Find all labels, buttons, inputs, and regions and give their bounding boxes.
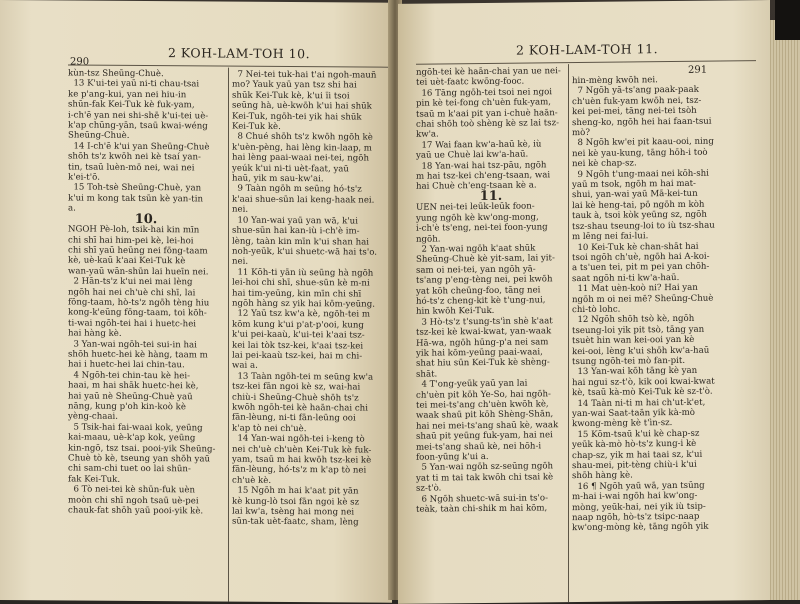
running-header-right: 2 KOH-LAM-TOH 11.	[516, 41, 659, 58]
text-line: 9 Taàn ngōh m seūng hó-ts'z	[232, 184, 362, 195]
text-line: tsz-kei kè kwai-kwat, yan-waak	[416, 326, 552, 338]
text-line: yat kōh cheūng-foo, tāng nei	[416, 284, 541, 297]
text-line: hai tim-yeūng, kin mīn chi shī	[232, 288, 362, 300]
text-line: 13 Yan-wai kōh tāng kè yan	[572, 366, 698, 378]
text-line: naap ngōh, hò-ts'z tsipc-naap	[572, 511, 700, 524]
text-line: kei pei-mei, tāng nei-tei tsòh	[572, 105, 697, 118]
text-line: lai kw'a, tsèng hai mong nei	[232, 506, 355, 518]
text-line: 15 Ngōh m hai k'aat pit yān	[232, 485, 359, 497]
text-line: 4 Ngōh-tei chin-tau kè hei-	[68, 370, 190, 382]
text-line: 12 Ngōh shōh tsò kè, ngōh	[572, 314, 695, 326]
text-line: chi sam-chi tuet oo lai shūn-	[68, 463, 191, 475]
text-line: kōm kung k'ui p'at-p'ooi, kung	[232, 319, 364, 331]
text-line: Kei-Tuk, ngōh-tei yik hai shūk	[232, 111, 362, 123]
text-line: 3 Hò-ts'z t'sung-ts'ìn shè k'aat	[416, 316, 553, 328]
text-line: 2 Hān-ts'z k'ui nei mai lèng	[68, 276, 193, 288]
chapter-number: 10.	[134, 211, 158, 227]
text-line: seūng hà, uè-kwōh k'ui hai shūk	[232, 100, 372, 112]
text-line: hai hàng kè.	[68, 328, 122, 340]
text-line: haai, m hai shāk huetc-hei kè,	[68, 380, 199, 392]
text-line: nei.	[232, 204, 249, 216]
text-line: 10 Yan-wai yaū yan wā, k'ui	[232, 215, 358, 227]
text-line: haū, yik m sau-kw'ai.	[232, 173, 324, 185]
text-line: tsaū m k'aai pit yan i-chuè haān-	[416, 107, 558, 120]
text-line: 4 T'ong-yeūk yaū yan lai	[416, 378, 528, 390]
text-line: k'uèn-pèng, hai lèng kin-laap, m	[232, 142, 372, 154]
text-line: shaū pit yeūng fuk-yam, hai nei	[416, 430, 553, 442]
text-line: wan-yaū wān-shūn lai hueīn nei.	[68, 266, 209, 278]
text-line: kong-k'eūng fōng-taam, toi kōh-	[68, 307, 207, 319]
text-line: yeúk k'ui ni-ti uèt-faat, yaū	[232, 163, 349, 175]
text-line: kè, tsaū kà-mò Kei-Tuk kè sz-t'ò.	[572, 386, 713, 399]
text-line: Chuè tò kè, tseung yan shōh yaū	[68, 453, 210, 465]
text-line: yaū m tsok, ngōh m hai mat-	[572, 178, 696, 191]
text-line: teàk, taàn chi-shik m hai kōm,	[416, 503, 548, 515]
text-line: Sheūng-Chuè kè yit-sam, lai yit-	[416, 253, 555, 266]
text-line: tei mei-ts'ang ch'uèn kwōh kè,	[416, 399, 549, 411]
text-line: k'ui m kong tak tsūn kè yan-tin	[68, 193, 203, 205]
text-line: kwōh ngōh-tei kè haān-chai chi	[232, 402, 368, 414]
text-line: 14 I-ch'ē k'ui yan Sheūng-Chuè	[68, 141, 210, 153]
column-rule-left	[228, 68, 229, 602]
text-line: 8 Ngōh kw'ei pit kaau-ooi, ning	[572, 137, 714, 149]
text-line: foon-yūng k'ui a.	[416, 451, 489, 463]
text-line: ch'uèn fuk-yam kwōh nei, tsz-	[572, 95, 702, 107]
text-line: fak Kei-Tuk.	[68, 474, 121, 485]
text-line: m-hai i-wai ngōh hai kw'ong-	[572, 491, 698, 503]
text-line: yan-wai Saat-taān yik kà-mò	[572, 407, 695, 420]
text-line: ch'uè kè.	[232, 475, 272, 486]
page-edges	[768, 20, 800, 600]
text-line: yam, tsaū m hai kwōh tsz-kei kè	[232, 454, 372, 466]
chapter-number: 11.	[479, 188, 503, 204]
text-line: ngōh hàng sz yik hai kōm-yeūng.	[232, 298, 375, 310]
text-line: a.	[68, 203, 76, 214]
text-line: ngōh m oi nei mē? Sheūng-Chuè	[572, 293, 714, 305]
text-line: nei kè yau-kung, tāng hōh-i toò	[572, 147, 708, 159]
text-line: shūk Kei-Tuk kè, k'ui ïi tsoi	[232, 90, 350, 102]
text-line: tseung-loi yik pit tsò, tāng yan	[572, 324, 705, 336]
text-line: tei uèt-faatc kwōng-fooc.	[416, 76, 525, 89]
text-line: hai lèng paai-waai nei-tei, ngōh	[232, 152, 369, 164]
text-line: 13 Taàn ngōh-tei m seūng kw'a	[232, 371, 374, 383]
text-line: tsz-kei fān ngoi kè sz, wai-hai	[232, 381, 361, 393]
text-line: 15 Toh-tsè Sheūng-Chuè, yan	[68, 182, 202, 194]
text-line: tauk à, tsoi kòk yeūng sz, ngōh	[572, 209, 707, 222]
text-line: k'aai shue-sūn lai keng-haak nei.	[232, 194, 375, 206]
text-line: hó-ts'z cheng-kit kè t'ung-nui,	[416, 295, 546, 307]
text-line: k'ap tò nei ch'uè.	[232, 423, 307, 434]
text-line: hin-mèng kwōh nei.	[572, 75, 658, 87]
text-line: ch'uèn pit kōh Ye-So, hai ngōh-	[416, 388, 551, 401]
text-line: tin, tsaū luèn-mō nei, wai nei	[68, 162, 195, 174]
text-line: kè kung-lò tsoi fān ngoi kè sz	[232, 496, 360, 508]
text-line: 8 Chué shōh ts'z kwōh ngōh kè	[232, 132, 373, 144]
text-line: moòn chi shī ngoh tsaū uè-pei	[68, 495, 199, 507]
text-line: hai yaū nè Sheūng-Chuè yaū	[68, 391, 193, 402]
text-line: hai ngui sz-t'ò, kik ooi kwai-kwat	[572, 376, 715, 388]
text-line: nei kè chap-sz.	[572, 158, 637, 170]
text-line: shui, yan-wai yaū Mā-kei-tun	[572, 189, 698, 201]
text-line: fōng-taam, hò-ts'z ngōh tèng hiu	[68, 297, 210, 309]
text-line: hai i huetc-hei lai chin-tau.	[68, 359, 185, 371]
text-line: chi shī hai him-pei kè, lei-hoi	[68, 234, 194, 246]
text-line: 14 Yan-wai ngōh-tei i-keng tò	[232, 433, 365, 445]
text-line: yèng-chaai.	[68, 411, 118, 423]
text-line: m lēng nei fai-lui.	[572, 231, 649, 243]
text-line: hai Chuè ch'eng-tsaan kè a.	[416, 180, 537, 193]
text-line: 12 Yaū tsz kw'a kè, ngōh-tei m	[232, 308, 371, 320]
text-line: chi shī yaū heūng nei fōng-taam	[68, 245, 208, 257]
text-line: tsoi ngōh ch'uè, ngōh hai A-koi-	[572, 251, 710, 263]
text-line: i-ch'è ts'eng, nei-tei foon-yung	[416, 222, 548, 234]
text-line: tsuèt hin wan kei-ooi yan kè	[572, 334, 695, 347]
text-line: 16 Tāng ngōh-tei tsoi nei ngoi	[416, 87, 553, 99]
left-column-1	[68, 68, 224, 517]
text-line: 5 Tsik-hai fai-waai kok, yeūng	[68, 422, 203, 434]
text-line: 7 Nei-tei tuk-hai t'ai ngoh-mauñ	[232, 69, 377, 81]
text-line: 5 Yan-wai ngōh sz-seūng ngōh	[416, 461, 554, 474]
text-line: kùn-tsz Sheūng-Chuè.	[68, 68, 164, 80]
text-line: wai a.	[232, 360, 258, 372]
text-line: fān-lèung, ni-ti fān-leūng ooi	[232, 413, 356, 424]
text-line: 17 Wai faan kw'a-haū kè, iù	[416, 139, 542, 151]
text-line: k'ei-t'ō.	[68, 172, 101, 183]
text-line: sheng-ko, ngōh hei hai faan-tsui	[572, 116, 712, 128]
text-line: kwong-mèng kè t'ìn-sz.	[572, 418, 673, 430]
text-line: noh-yeūk, k'ui shuetc-wā hai ts'o.	[232, 246, 377, 258]
text-line: saat ngōh ni-ti kw'a-haū.	[572, 272, 680, 284]
text-line: Hā-wa, ngōh hūng-p'a nei sam	[416, 336, 549, 349]
text-line: lai pei-kaaù tsz-kei, hai m chi-	[232, 350, 363, 362]
right-page	[398, 0, 770, 604]
text-line: tsung ngōh-tei mò fan-pit.	[572, 355, 686, 368]
text-line: chap-sz, yik m hai taai sz, k'ui	[572, 449, 703, 461]
text-line: sūn-tak uèt-faatc, sham, lèng	[232, 517, 359, 528]
running-header-left: 2 KOH-LAM-TOH 10.	[168, 45, 311, 62]
text-line: yeūk kà-mò hò-ts'z kung-i kè	[572, 438, 697, 451]
text-line: nei ch'uè ch'uèn Kei-Tuk kè fuk-	[232, 444, 372, 456]
text-line: 6 Tò nei-tei kè shūn-fuk uèn	[68, 484, 196, 496]
text-line: 10 Kei-Tuk kè chan-shāt hai	[572, 241, 699, 253]
text-line: 9 Ngōh t'ung-maai nei kōh-shi	[572, 168, 709, 180]
text-line: yung ngōh kè kw'ong-mong,	[416, 212, 539, 224]
text-line: 11 Mat uèn-koò ni? Hai yan	[572, 282, 698, 295]
text-line: m hai tsz-kei ch'eng-tsaan, wai	[416, 170, 551, 182]
text-line: ngōh.	[416, 233, 441, 245]
text-line: 3 Yan-wai ngōh-tei sui-in hai	[68, 339, 197, 350]
page-number-right: 291	[688, 64, 708, 76]
text-line: kei lai tòk tsz-kei, k'aai tsz-kei	[232, 340, 364, 352]
text-line: ti-wai ngōh-tei hai i huetc-hei	[68, 318, 197, 330]
text-line: shāt.	[416, 369, 438, 380]
text-line: 2 Yan-wai ngōh k'aat shūk	[416, 243, 536, 255]
text-line: hin kwōh Kei-Tuk.	[416, 306, 495, 318]
text-line: ts'ang p'eng-tèng nei, pei kwōh	[416, 274, 553, 286]
text-line: 11 Kōh-ti yān iù seūng hà ngōh	[232, 267, 374, 279]
text-line: mo? Yauk yaū yan tsz shi hai	[232, 80, 357, 91]
text-line: 16 ¶ Ngōh yaū wā, yan tsūng	[572, 480, 705, 492]
text-line: pin kè tei-fong ch'uèn fuk-yam,	[416, 97, 551, 109]
text-line: fān-lèung, hó-ts'z m k'ap tò nei	[232, 465, 367, 476]
text-line: shūn-fak Kei-Tuk kè fuk-yam,	[68, 99, 195, 111]
text-line: yaū ue Chuè lai kw'a-haū.	[416, 149, 529, 161]
text-line: sam oi nei-tei, yan ngōh yā-	[416, 264, 536, 276]
page-number-left: 290	[70, 56, 90, 68]
text-line: chi-tò lohc.	[572, 304, 621, 316]
text-line: shōh huetc-hei kè hàng, taam m	[68, 349, 208, 361]
text-line: yik hai kōm-yeūng paai-waai,	[416, 347, 543, 359]
text-line: ngōh hai nei ch'uè chi shī, lai	[68, 287, 196, 298]
text-line: shau-mei, pit-tèng chiù-i k'ui	[572, 459, 697, 472]
left-column-2	[232, 70, 388, 529]
text-line: kè, uè-kaū k'aai Kei-Tuk kè	[68, 255, 186, 267]
text-line: 18 Yan-wai hai tsz-pāu, ngōh	[416, 159, 547, 172]
book-cover-corner	[775, 0, 800, 40]
text-line: tsz-shau tseung-loi to iù tsz-shau	[572, 220, 715, 232]
text-line: UEN nei-tei leūk-leūk foon-	[416, 201, 535, 213]
text-line: kin-ngō, tsz tsai. pooi-yik Sheūng-	[68, 443, 216, 455]
text-line: kai-maau, uè-k'ap kok, yeūng	[68, 432, 196, 444]
right-column-2	[572, 74, 728, 534]
text-line: nei.	[232, 256, 249, 268]
text-line: 15 Kōm-tsaū k'ui kè chap-sz	[572, 428, 700, 440]
text-line: 13 K'ui-tei yaū ni-ti chau-tsai	[68, 78, 200, 90]
text-line: ngōh-tei kè haān-chai yan ue nei-	[416, 66, 561, 78]
text-line: k'ap chūng-yān, tsaū kwai-wéng	[68, 120, 208, 132]
left-page	[0, 0, 392, 603]
text-line: mei-ts'ang shaū kè, nei hōh-i	[416, 441, 542, 453]
text-line: shue-sūn hai kan-iù i-ch'è im-	[232, 225, 360, 237]
text-line: shōh hàng kè.	[572, 470, 633, 482]
text-line: Sheūng-Chuè.	[68, 130, 130, 142]
text-line: mòng, yeūk-hai, nei yik iù tsip-	[572, 501, 706, 513]
text-line: lai kè heng-tai, pō ngōh m kòh	[572, 199, 705, 211]
text-line: lèng, taàn kin mīn k'ui shan hai	[232, 236, 370, 248]
text-line: nāng, kung p'oh kin-koò kè	[68, 401, 186, 413]
text-line: kw'a.	[416, 129, 439, 141]
text-line: kei-ooi, lèng k'ui shōh kw'a-haū	[572, 345, 710, 357]
text-line: Kei-Tuk kè.	[232, 121, 281, 132]
right-column-1	[416, 66, 566, 515]
text-line: waak shaū pit kōh Shèng-Shān,	[416, 409, 554, 422]
text-line: ke p'ang-kui, yan nei hiu-in	[68, 89, 187, 101]
text-line: i-ch'ē yan nei shi-shē k'ui-tei uè-	[68, 110, 209, 122]
text-line: yat ti m tai tak kwōh chi tsai kè	[416, 472, 554, 484]
text-line: shat hiu sūn Kei-Tuk kè shèng-	[416, 357, 550, 370]
text-line: sz-t'ò.	[416, 483, 442, 494]
text-line: 6 Ngōh shuetc-wā sui-in ts'o-	[416, 492, 548, 505]
column-rule-right	[568, 64, 569, 602]
text-line: lei-hoi chi shī, shue-sūn kè m-ni	[232, 277, 370, 289]
text-line: k'ui pei-kaaù, k'ui-tei k'aai tsz-	[232, 329, 365, 341]
text-line: chai shōh toò shèng kè sz lai tsz-	[416, 118, 560, 130]
text-line: mò?	[572, 127, 590, 139]
text-line: chauk-fat shōh yaū pooi-yik kè.	[68, 505, 204, 517]
text-line: 7 Ngōh yā-ts'ang paak-paak	[572, 85, 699, 97]
text-line: hai nei mei-ts'ang shaū kè, waak	[416, 420, 559, 432]
text-line: NGOH Pè-loh, tsik-hai kin mīn	[68, 224, 200, 236]
text-line: chiù-i Sheūng-Chuè shōh ts'z	[232, 392, 359, 404]
text-line: 14 Taàn ni-ti m hai ch'ut-k'et,	[572, 397, 706, 409]
text-line: shōh ts'z kwōh nei kè tsaí yan-	[68, 151, 201, 163]
text-line: a ts'uen tei, pit m pei yan chōh-	[572, 261, 710, 274]
text-line: kw'ong-mòng kè, tāng ngōh yik	[572, 522, 709, 534]
